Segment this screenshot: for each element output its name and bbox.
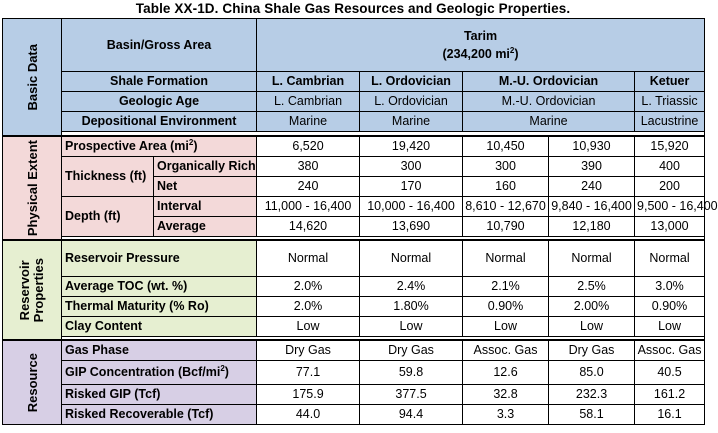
formation-1: L. Cambrian [257,72,360,92]
reservoir-pressure-cell: Normal [635,240,705,276]
interval-label: Interval [154,196,257,216]
geologic-age-3: M.-U. Ordovician [463,92,635,112]
average-toc-cell: 2.5% [549,276,635,296]
interval-cell: 10,000 - 16,400 [360,196,463,216]
geologic-age-label: Geologic Age [62,92,257,112]
net-label: Net [154,176,257,196]
depositional-environment-2: Marine [360,112,463,132]
average-toc-cell: 2.1% [463,276,549,296]
gas-phase-cell: Assoc. Gas [463,340,549,361]
reservoir-pressure-cell: Normal [257,240,360,276]
category-resource: Resource [3,340,62,425]
thickness-label: Thickness (ft) [62,156,154,196]
thermal-maturity-cell: 0.90% [463,296,549,316]
clay-content-cell: Low [463,316,549,336]
prospective-area-cell: 19,420 [360,136,463,157]
risked-recoverable-cell: 3.3 [463,405,549,425]
gas-phase-cell: Assoc. Gas [635,340,705,361]
depositional-environment-label: Depositional Environment [62,112,257,132]
prospective-area-cell: 10,930 [549,136,635,157]
thermal-maturity-cell: 2.00% [549,296,635,316]
reservoir-pressure-label: Reservoir Pressure [62,240,257,276]
table-title: Table XX-1D. China Shale Gas Resources and Geologic Properties. [135,1,571,16]
gip-concentration-cell: 12.6 [463,361,549,385]
thermal-maturity-cell: 2.0% [257,296,360,316]
prospective-area-cell: 6,520 [257,136,360,157]
average-label: Average [154,216,257,236]
interval-cell: 9,840 - 16,400 [549,196,635,216]
clay-content-cell: Low [360,316,463,336]
risked-gip-cell: 232.3 [549,385,635,405]
gip-concentration-cell: 85.0 [549,361,635,385]
net-cell: 240 [257,176,360,196]
formation-3: M.-U. Ordovician [463,72,635,92]
geologic-age-4: L. Triassic [635,92,705,112]
basin-area: (234,200 $mi^2$) [442,45,519,61]
risked-gip-label: Risked GIP (Tcf) [62,385,257,405]
thermal-maturity-cell: 1.80% [360,296,463,316]
net-cell: 160 [463,176,549,196]
category-reservoir-properties: Reservoir Properties [3,240,62,340]
risked-gip-cell: 161.2 [635,385,705,405]
gas-phase-cell: Dry Gas [549,340,635,361]
depth-label: Depth (ft) [62,196,154,236]
depositional-environment-3: Marine [463,112,635,132]
organically-rich-cell: 380 [257,156,360,176]
depositional-environment-1: Marine [257,112,360,132]
shale-formation-label: Shale Formation [62,72,257,92]
gas-phase-label: Gas Phase [62,340,257,361]
basin-label: Basin/Gross Area [62,19,257,72]
average-depth-cell: 14,620 [257,216,360,236]
interval-cell: 9,500 - 16,400 [635,196,705,216]
average-toc-cell: 2.4% [360,276,463,296]
risked-recoverable-label: Risked Recoverable (Tcf) [62,405,257,425]
organically-rich-cell: 390 [549,156,635,176]
risked-recoverable-cell: 58.1 [549,405,635,425]
shale-gas-table [2,18,718,425]
average-toc-label: Average TOC (wt. %) [62,276,257,296]
average-toc-cell: 3.0% [635,276,705,296]
formation-4: Ketuer [635,72,705,92]
gip-concentration-label: GIP Concentration $(Bcf/mi^2)$ [62,361,257,385]
clay-content-label: Clay Content [62,316,257,336]
prospective-area-cell: 10,450 [463,136,549,157]
depositional-environment-4: Lacustrine [635,112,705,132]
organically-rich-cell: 400 [635,156,705,176]
risked-recoverable-cell: 44.0 [257,405,360,425]
clay-content-cell: Low [549,316,635,336]
thermal-maturity-label: Thermal Maturity (% Ro) [62,296,257,316]
net-cell: 240 [549,176,635,196]
organically-rich-label: Organically Rich [154,156,257,176]
category-physical-extent: Physical Extent [3,136,62,241]
gip-concentration-cell: 59.8 [360,361,463,385]
risked-gip-cell: 377.5 [360,385,463,405]
organically-rich-cell: 300 [463,156,549,176]
clay-content-cell: Low [257,316,360,336]
interval-cell: 11,000 - 16,400 [257,196,360,216]
average-depth-cell: 10,790 [463,216,549,236]
net-cell: 170 [360,176,463,196]
basin-name: Tarim [463,29,498,43]
basin-name-cell [257,19,705,72]
reservoir-pressure-cell: Normal [463,240,549,276]
gas-phase-cell: Dry Gas [360,340,463,361]
geologic-age-2: L. Ordovician [360,92,463,112]
gas-phase-cell: Dry Gas [257,340,360,361]
interval-cell: 8,610 - 12,670 [463,196,549,216]
category-basic-data: Basic Data [3,19,62,136]
clay-content-cell: Low [635,316,705,336]
risked-gip-cell: 175.9 [257,385,360,405]
risked-recoverable-cell: 16.1 [635,405,705,425]
formation-2: L. Ordovician [360,72,463,92]
gip-concentration-cell: 77.1 [257,361,360,385]
prospective-area-cell: 15,920 [635,136,705,157]
average-depth-cell: 13,000 [635,216,705,236]
prospective-area-label: Prospective Area $(mi^2)$ [62,136,257,157]
thermal-maturity-cell: 0.90% [635,296,705,316]
gip-concentration-cell: 40.5 [635,361,705,385]
reservoir-pressure-cell: Normal [549,240,635,276]
net-cell: 200 [635,176,705,196]
geologic-age-1: L. Cambrian [257,92,360,112]
reservoir-pressure-cell: Normal [360,240,463,276]
organically-rich-cell: 300 [360,156,463,176]
risked-gip-cell: 32.8 [463,385,549,405]
average-depth-cell: 13,690 [360,216,463,236]
average-depth-cell: 12,180 [549,216,635,236]
risked-recoverable-cell: 94.4 [360,405,463,425]
average-toc-cell: 2.0% [257,276,360,296]
